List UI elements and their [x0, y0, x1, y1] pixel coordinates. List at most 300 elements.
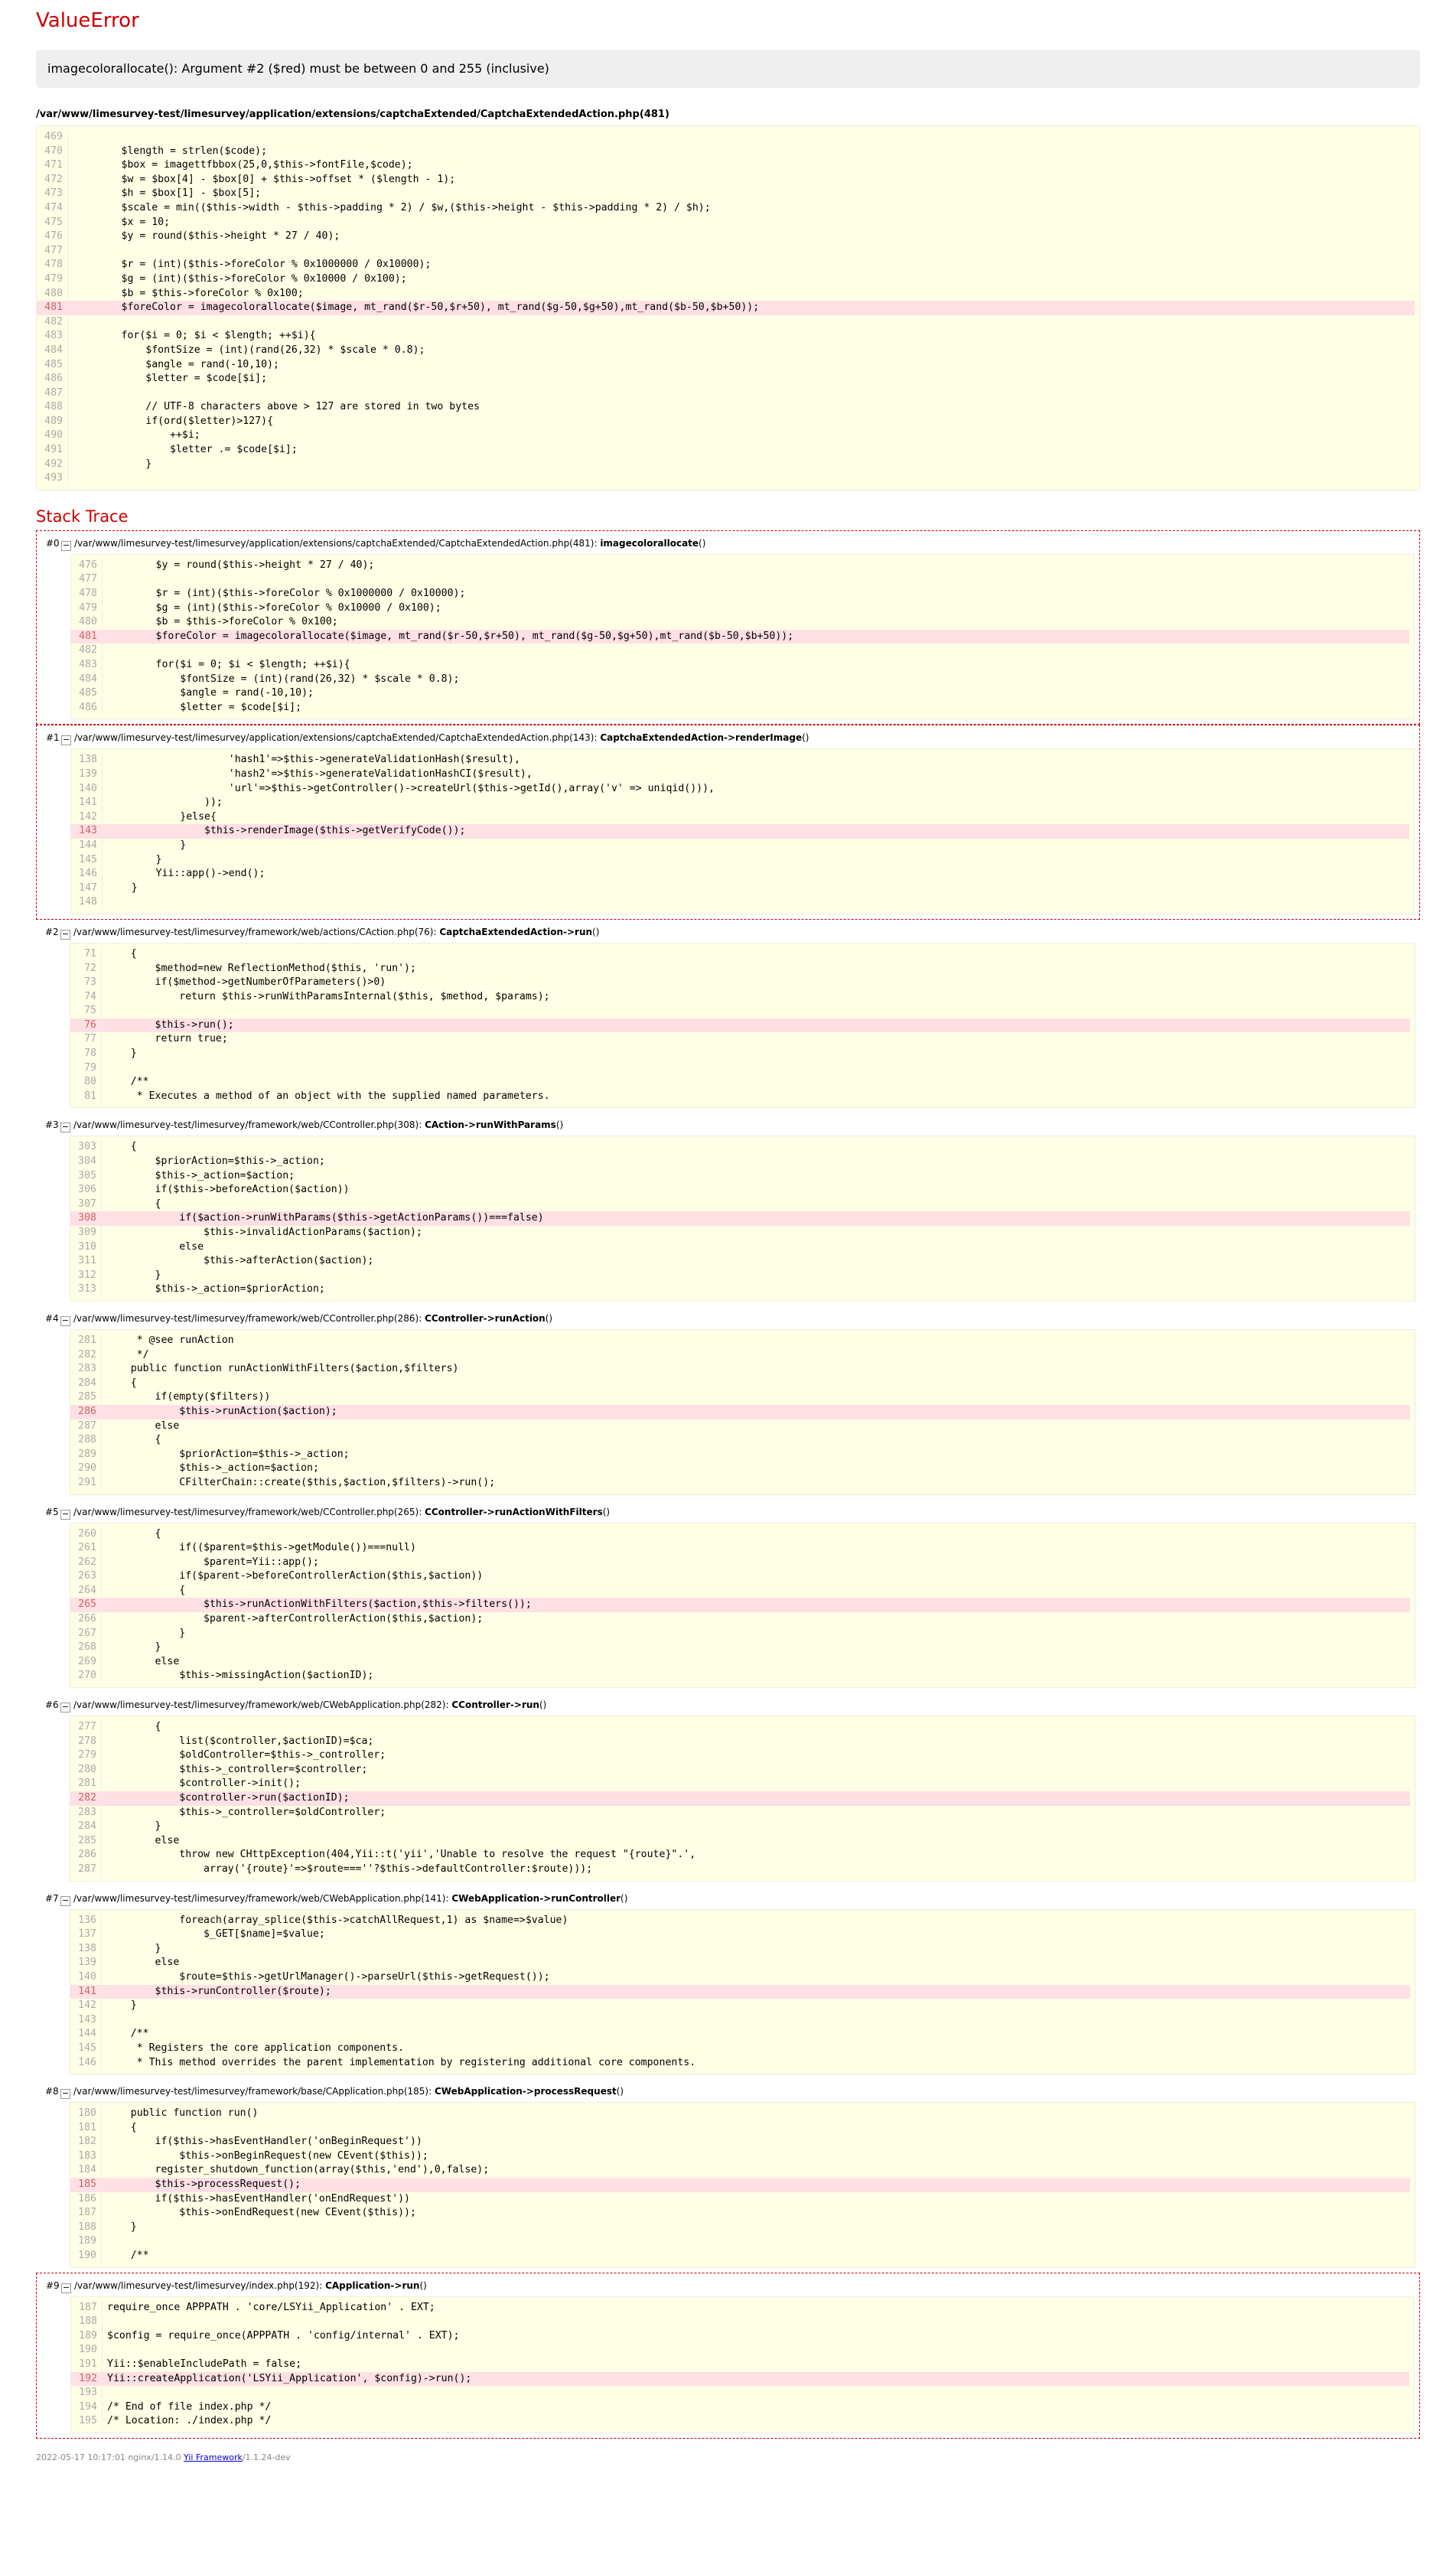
code-line [37, 458, 1415, 472]
code-text: $oldController=$this->_controller; [106, 1749, 386, 1761]
line-number: 73 [70, 976, 102, 990]
code-text: $y = round($this->height * 27 / 40); [73, 230, 340, 243]
code-line [70, 1777, 1410, 1791]
stack-frame-header[interactable] [37, 728, 1419, 747]
line-number: 472 [37, 173, 68, 187]
code-text: $x = 10; [73, 216, 171, 228]
stack-frame-header[interactable] [37, 534, 1419, 552]
code-text: * Registers the core application components. [106, 2042, 405, 2054]
line-number: 282 [70, 1348, 102, 1363]
line-number: 180 [70, 2107, 102, 2121]
code-text: $priorAction=$this->_action; [106, 1448, 350, 1460]
frame-args: () [545, 1312, 553, 1324]
code-line [71, 796, 1409, 810]
code-text: $b = $this->foreColor % 0x100; [73, 287, 304, 299]
code-text: for($i = 0; $i < $length; ++$i){ [107, 659, 350, 670]
line-number: 286 [70, 1405, 102, 1419]
code-line [37, 386, 1415, 401]
error-code-line [70, 1598, 1410, 1612]
code-text: if($this->hasEventHandler('onEndRequest')) [106, 2192, 410, 2205]
error-code-line [70, 1211, 1410, 1226]
line-number: 284 [70, 1820, 102, 1834]
code-text: } [106, 1820, 161, 1833]
line-number: 280 [70, 1763, 102, 1778]
code-line [70, 2056, 1410, 2071]
code-text: */ [106, 1348, 149, 1361]
code-text: { [106, 1527, 161, 1540]
code-text: $method=new ReflectionMethod($this, 'run'); [106, 962, 416, 974]
code-text: /* Location: ./index.php */ [107, 2415, 272, 2427]
code-line [37, 173, 1415, 187]
stack-frame-header[interactable] [36, 1503, 1420, 1521]
line-number: 313 [70, 1282, 102, 1297]
line-number: 142 [70, 1999, 102, 2013]
collapse-toggle-icon[interactable]: − [61, 1122, 70, 1132]
line-number: 281 [70, 1777, 102, 1791]
line-number: 137 [70, 1928, 102, 1942]
line-number: 479 [37, 272, 68, 287]
code-line [70, 1155, 1410, 1169]
code-line [70, 2107, 1410, 2121]
line-number: 478 [37, 258, 68, 272]
line-number: 283 [70, 1362, 102, 1377]
code-line [37, 315, 1415, 330]
line-number: 76 [70, 1018, 102, 1033]
line-number: 145 [71, 853, 103, 868]
code-text: $parent=Yii::app(); [106, 1556, 319, 1568]
code-line [71, 686, 1409, 701]
line-number: 310 [70, 1240, 102, 1255]
line-number: 476 [37, 230, 68, 244]
code-line [37, 415, 1415, 429]
line-number: 287 [70, 1419, 102, 1434]
code-line [70, 2042, 1410, 2056]
code-line [70, 1183, 1410, 1198]
code-text: if($this->hasEventHandler('onBeginRequest')) [106, 2136, 422, 2148]
code-text: }else{ [107, 810, 217, 823]
line-number: 306 [70, 1183, 102, 1198]
line-number: 138 [70, 1942, 102, 1957]
code-line [37, 358, 1415, 373]
code-line [70, 1612, 1410, 1627]
code-text: $foreColor = imagecolorallocate($image, mt_rand($r-50,$r+50), mt_rand($g-50,$g+50),mt_rand($b-50,$b+50)); [73, 301, 760, 314]
line-number: 188 [71, 2315, 103, 2329]
collapse-toggle-icon[interactable]: − [61, 2088, 70, 2099]
code-text: Yii::app()->end(); [107, 868, 265, 880]
code-text: $fontSize = (int)(rand(26,32) * $scale * 0.8); [73, 344, 425, 356]
frame-args: () [555, 1119, 564, 1131]
line-number: 477 [37, 244, 68, 259]
code-text: if($this->beforeAction($action)) [106, 1184, 350, 1196]
line-number: 485 [71, 686, 103, 701]
line-number: 487 [37, 386, 68, 401]
collapse-toggle-icon[interactable]: − [62, 539, 70, 550]
line-number: 484 [71, 673, 103, 687]
code-text: $angle = rand(-10,10); [73, 358, 279, 370]
line-number: 268 [70, 1641, 102, 1655]
code-line [37, 158, 1415, 173]
code-text: 'url'=>$this->getController()->createUrl($this->getId(),array('v' => uniqid())), [107, 782, 715, 794]
stack-frame [36, 1113, 1420, 1306]
line-number: 78 [70, 1047, 102, 1061]
code-line [70, 1362, 1410, 1377]
stack-frame [36, 725, 1420, 920]
code-line [71, 2343, 1409, 2358]
collapse-toggle-icon[interactable]: − [62, 735, 70, 745]
code-text: $h = $box[1] - $box[5]; [73, 187, 262, 200]
code-line [71, 673, 1409, 687]
line-number: 81 [70, 1090, 102, 1104]
line-number: 482 [71, 644, 103, 658]
frame-number: #0 [46, 537, 60, 549]
code-line [70, 1462, 1410, 1476]
code-text: $this->run(); [106, 1018, 234, 1031]
frame-code-block [70, 554, 1415, 720]
stack-frame [36, 1886, 1420, 2080]
code-line [37, 230, 1415, 244]
frame-args: () [592, 926, 600, 937]
code-text: $box = imagettfbbox(25,0,$this->fontFile,$code); [73, 159, 413, 171]
code-text: } [106, 1942, 161, 1954]
collapse-toggle-icon[interactable]: − [62, 2282, 70, 2293]
code-line [70, 1806, 1410, 1820]
code-line [70, 1820, 1410, 1834]
code-text: list($controller,$actionID)=$ca; [106, 1735, 374, 1747]
footer [36, 2452, 1420, 2462]
code-text: $_GET[$name]=$value; [106, 1928, 325, 1941]
code-text: $letter .= $code[$i]; [73, 444, 298, 456]
code-line [70, 1390, 1410, 1405]
code-text: * @see runAction [106, 1334, 234, 1346]
code-text: else [106, 1240, 204, 1253]
frame-file-path: /var/www/limesurvey-test/limesurvey/framework/web/CController.php(308): [73, 1119, 425, 1131]
line-number: 142 [71, 810, 103, 825]
code-line [70, 1240, 1410, 1255]
code-text: $this->runAction($action); [106, 1405, 337, 1417]
line-number: 77 [70, 1032, 102, 1047]
code-line [70, 1627, 1410, 1641]
line-number: 181 [70, 2121, 102, 2136]
line-number: 263 [70, 1569, 102, 1584]
code-text: } [107, 853, 162, 865]
code-text: * This method overrides the parent implementation by registering additional core components. [106, 2056, 696, 2068]
code-text: /** [106, 2250, 149, 2262]
stack-frame-header[interactable] [36, 1116, 1420, 1134]
code-text: $this->_controller=$controller; [106, 1763, 368, 1775]
code-text: { [106, 1198, 161, 1210]
line-number: 265 [70, 1598, 102, 1612]
line-number: 285 [70, 1834, 102, 1849]
code-line [70, 1061, 1410, 1076]
line-number: 138 [71, 753, 103, 767]
error-code-line [71, 630, 1409, 644]
code-text: } [106, 1999, 137, 2012]
code-line [70, 1970, 1410, 1985]
code-text: $this->_action=$action; [106, 1169, 295, 1181]
code-text: array('{route}'=>$route===''?$this->defaultController:$route))); [106, 1862, 593, 1875]
line-number: 195 [71, 2414, 103, 2429]
line-number: 144 [70, 2027, 102, 2042]
code-line [71, 867, 1409, 882]
line-number: 267 [70, 1627, 102, 1641]
line-number: 190 [70, 2249, 102, 2263]
line-number: 139 [70, 1956, 102, 1970]
code-line [70, 976, 1410, 990]
line-number: 305 [70, 1169, 102, 1184]
collapse-toggle-icon[interactable]: − [61, 928, 70, 939]
line-number: 481 [71, 630, 103, 644]
code-text: { [106, 1721, 161, 1733]
line-number: 188 [70, 2221, 102, 2235]
frame-file-path: /var/www/limesurvey-test/limesurvey/framework/web/actions/CAction.php(76): [73, 926, 440, 937]
code-line [70, 1956, 1410, 1970]
code-text: register_shutdown_function(array($this,'end'),0,false); [106, 2164, 490, 2176]
code-line [71, 615, 1409, 630]
frame-number: #1 [46, 732, 60, 744]
line-number: 476 [71, 559, 103, 573]
code-text: $scale = min(($this->width - $this->padding * 2) / $w,($this->height - $this->padding * 2) / $h); [73, 201, 711, 213]
frame-args: () [699, 537, 706, 549]
collapse-toggle-icon[interactable]: − [61, 1508, 70, 1519]
code-text: } [106, 1627, 186, 1639]
yii-framework-link[interactable]: Yii Framework [184, 2452, 243, 2462]
code-text: $priorAction=$this->_action; [106, 1155, 325, 1168]
line-number: 485 [37, 358, 68, 373]
code-text: if(empty($filters)) [106, 1391, 271, 1403]
stack-frame [36, 1500, 1420, 1693]
frame-number: #2 [45, 926, 59, 937]
collapse-toggle-icon[interactable]: − [61, 1895, 70, 1905]
code-line [70, 1377, 1410, 1391]
code-text: $this->renderImage($this->getVerifyCode()); [107, 825, 466, 837]
code-line [71, 853, 1409, 868]
stack-frame-header[interactable] [36, 1696, 1420, 1714]
code-line [70, 2149, 1410, 2164]
code-line [70, 1269, 1410, 1283]
error-message: imagecolorallocate(): Argument #2 ($red) must be between 0 and 255 (inclusive) [36, 50, 1420, 88]
error-code-line [71, 824, 1409, 839]
code-line [70, 1448, 1410, 1462]
code-text: $this->afterAction($action); [106, 1255, 374, 1267]
code-text: $this->onBeginRequest(new CEvent($this)); [106, 2149, 428, 2162]
line-number: 260 [70, 1527, 102, 1542]
line-number: 286 [70, 1848, 102, 1862]
frame-args: () [602, 1506, 611, 1517]
line-number: 486 [71, 701, 103, 715]
code-text: if(($parent=$this->getModule())===null) [106, 1542, 416, 1554]
source-code-block [36, 125, 1420, 490]
line-number: 287 [70, 1862, 102, 1877]
line-number: 284 [70, 1377, 102, 1391]
code-line [71, 658, 1409, 673]
line-number: 311 [70, 1254, 102, 1269]
frame-call: CController->runAction [425, 1312, 546, 1324]
code-text: if($method->getNumberOfParameters()>0) [106, 976, 386, 989]
code-text: } [107, 839, 187, 851]
code-line [70, 1848, 1410, 1862]
code-text: else [106, 1834, 180, 1846]
collapse-toggle-icon[interactable]: − [61, 1702, 70, 1713]
code-line [71, 2358, 1409, 2372]
code-text: $this->invalidActionParams($action); [106, 1227, 422, 1238]
code-line [70, 1419, 1410, 1434]
code-text: $this->processRequest(); [106, 2179, 301, 2191]
frame-code-block [70, 748, 1415, 914]
code-text: if(ord($letter)>127){ [73, 415, 274, 427]
line-number: 140 [70, 1970, 102, 1985]
error-code-line [70, 1405, 1410, 1419]
line-number: 283 [70, 1806, 102, 1820]
code-line [70, 1348, 1410, 1363]
code-text: $r = (int)($this->foreColor % 0x1000000 / 0x10000); [107, 588, 466, 600]
code-line [70, 1720, 1410, 1735]
code-text: $controller->run($actionID); [106, 1792, 350, 1804]
frame-code-block [70, 1523, 1415, 1689]
code-line [70, 1047, 1410, 1061]
error-code-line [37, 301, 1415, 315]
line-number: 187 [70, 2206, 102, 2221]
code-line [71, 559, 1409, 573]
code-line [70, 1282, 1410, 1297]
code-text: $route=$this->getUrlManager()->parseUrl($this->getRequest()); [106, 1970, 550, 1983]
stack-frame-header[interactable] [36, 1309, 1420, 1328]
frame-call: CController->run [451, 1700, 539, 1711]
code-line [70, 2221, 1410, 2235]
stack-frame-header[interactable] [37, 2276, 1419, 2295]
frame-call: CAction->runWithParams [425, 1119, 556, 1131]
code-line [70, 2027, 1410, 2042]
code-line [37, 187, 1415, 201]
code-text: } [106, 2221, 137, 2233]
code-text: { [106, 1434, 161, 1446]
frame-code-block [70, 1909, 1415, 2075]
line-number: 279 [70, 1748, 102, 1763]
line-number: 141 [71, 796, 103, 810]
code-line [71, 587, 1409, 601]
error-code-line [71, 2372, 1409, 2387]
frame-call: imagecolorallocate [600, 537, 699, 549]
code-line [70, 1541, 1410, 1556]
line-number: 189 [71, 2329, 103, 2344]
line-number: 187 [71, 2301, 103, 2315]
line-number: 269 [70, 1655, 102, 1670]
error-code-line [70, 2178, 1410, 2192]
line-number: 483 [37, 329, 68, 344]
line-number: 185 [70, 2178, 102, 2192]
frame-call: CController->runActionWithFilters [425, 1506, 603, 1517]
line-number: 72 [70, 962, 102, 976]
code-text: 'hash1'=>$this->generateValidationHash($result), [107, 754, 520, 766]
line-number: 475 [37, 216, 68, 230]
code-text: $w = $box[4] - $box[0] + $this->offset * ($length - 1); [73, 173, 456, 185]
code-text: $this->runController($route); [106, 1985, 331, 1997]
stack-trace-list [36, 530, 1420, 2439]
code-text: } [106, 1048, 137, 1060]
code-line [37, 372, 1415, 386]
line-number: 483 [71, 658, 103, 673]
line-number: 486 [37, 372, 68, 386]
code-line [70, 1226, 1410, 1240]
code-line [71, 644, 1409, 658]
code-line [37, 329, 1415, 344]
code-line [70, 1476, 1410, 1491]
code-line [70, 1254, 1410, 1269]
error-title: ValueError [36, 9, 139, 32]
code-line [70, 1834, 1410, 1849]
code-line [70, 1198, 1410, 1212]
frame-file-path: /var/www/limesurvey-test/limesurvey/index.php(192): [74, 2280, 326, 2291]
code-line [70, 2206, 1410, 2221]
error-code-line [70, 1791, 1410, 1806]
line-number: 182 [70, 2135, 102, 2149]
code-line [70, 1075, 1410, 1090]
line-number: 282 [70, 1791, 102, 1806]
code-text: { [106, 1141, 137, 1153]
frame-file-path: /var/www/limesurvey-test/limesurvey/framework/web/CWebApplication.php(282): [73, 1700, 452, 1711]
frame-file-path: /var/www/limesurvey-test/limesurvey/application/extensions/captchaExtended/CaptchaExtendedAction.php(481): [74, 537, 601, 549]
code-text: return true; [106, 1033, 228, 1045]
line-number: 493 [37, 471, 68, 486]
stack-frame-header[interactable] [36, 2082, 1420, 2100]
line-number: 194 [71, 2400, 103, 2415]
line-number: 148 [71, 895, 103, 910]
line-number: 492 [37, 458, 68, 472]
code-text: /* End of file index.php */ [107, 2400, 272, 2413]
code-text: 'hash2'=>$this->generateValidationHashCI($result), [107, 767, 533, 780]
line-number: 484 [37, 344, 68, 358]
line-number: 262 [70, 1556, 102, 1570]
frame-call: CWebApplication->processRequest [434, 2086, 617, 2097]
code-text: $config = require_once(APPPATH . 'config/internal' . EXT); [107, 2329, 460, 2342]
code-text: $letter = $code[$i]; [73, 373, 268, 385]
stack-frame [36, 1306, 1420, 1500]
frame-call: CApplication->run [325, 2280, 420, 2291]
code-line [70, 1032, 1410, 1047]
code-line [37, 130, 1415, 145]
frame-code-block [70, 1329, 1415, 1495]
code-line [70, 1914, 1410, 1928]
code-text: $foreColor = imagecolorallocate($image, mt_rand($r-50,$r+50), mt_rand($g-50,$g+50),mt_rand($b-50,$b+50)); [107, 630, 794, 642]
code-line [71, 572, 1409, 587]
code-text: } [73, 458, 152, 470]
code-text: public function run() [106, 2107, 259, 2120]
code-line [70, 1862, 1410, 1877]
stack-trace-title: Stack Trace [36, 507, 129, 526]
collapse-toggle-icon[interactable]: − [61, 1315, 70, 1325]
code-line [70, 1090, 1410, 1104]
line-number: 264 [70, 1584, 102, 1598]
code-text: for($i = 0; $i < $length; ++$i){ [73, 330, 316, 342]
code-line [71, 2315, 1409, 2329]
stack-frame [36, 2079, 1420, 2273]
frame-args: () [539, 1700, 547, 1711]
code-text: } [106, 1269, 161, 1281]
code-line [37, 201, 1415, 216]
code-line [71, 895, 1409, 910]
footer-version: /1.1.24-dev [242, 2452, 291, 2462]
code-text: } [107, 882, 138, 894]
stack-frame-header[interactable] [36, 923, 1420, 941]
code-text: $this->_controller=$oldController; [106, 1806, 386, 1818]
line-number: 488 [37, 400, 68, 415]
code-line [37, 216, 1415, 230]
line-number: 291 [70, 1476, 102, 1491]
code-line [70, 2234, 1410, 2249]
line-number: 312 [70, 1269, 102, 1283]
code-text: // UTF-8 characters above > 127 are stored in two bytes [73, 401, 480, 413]
stack-frame-header[interactable] [36, 1889, 1420, 1908]
code-text: { [106, 1377, 137, 1389]
